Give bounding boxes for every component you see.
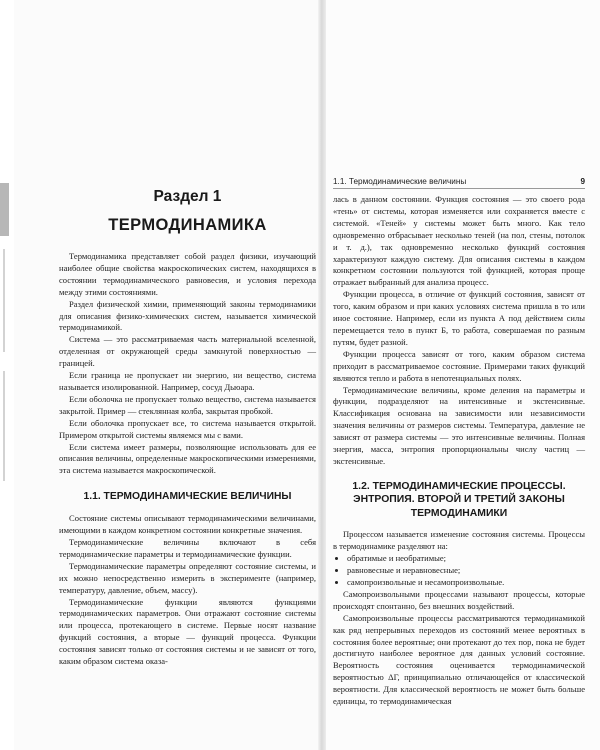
paragraph: Раздел физической химии, применяющий законы термодинамики для описания физико-химических систем, называется химической термодинамикой. xyxy=(59,298,316,333)
paragraph: Термодинамические величины, кроме деления на параметры и функции, подразделяют на интенсивные и экстенсивные. Классификация основана на зависимости или независимости значения величины от размеров системы. Температура, давление не зависят от размера системы — это интенсивные величины. Полная энергия, масса, энтропия пропорциональны числу частиц — экстенсивные. xyxy=(333,384,585,466)
right-column xyxy=(333,177,585,708)
paragraph: Самопроизвольными процессами называют процессы, которые происходят спонтанно, без внешних воздействий. xyxy=(333,588,585,611)
left-column xyxy=(59,188,316,668)
paragraph: лась в данном состоянии. Функция состояния — это своего рода «тень» от системы, которая изменяется или сохраняется вместе с системой. «Теней» у системы может быть много. Как тело одновременно отбрасывает несколько теней (на пол, стены, потолок и т. д.), так одновременно несколько функций состояния характеризуют каждую систему. Для описания системы в каждом конкретном состоянии пользуются той функцией, которая проще отражает выбранный для анализа процесс. xyxy=(333,194,585,288)
paragraph: Состояние системы описывают термодинамическими величинами, имеющими в каждом конкретном состоянии конкретные значения. xyxy=(59,513,316,536)
page-edge-line xyxy=(3,371,5,481)
paragraph: Функции процесса, в отличие от функций состояния, зависят от того, каким образом и при каких условиях система пришла в то или иное состояние. Например, если из пункта А под действием силы перемещается тело в пункт Б, то работа, совершаемая по разным путям, будет разной. xyxy=(333,289,585,347)
paragraph: Термодинамические величины включают в себя термодинамические параметры и термодинамические функции. xyxy=(59,537,316,559)
paragraph: Если оболочка пропускает все, то система называется открытой. Примером открытой системы являемся мы с вами. xyxy=(59,417,316,440)
list-item: • обратимые и необратимые; xyxy=(347,553,585,565)
paragraph: Процессом называется изменение состояния системы. Процессы в термодинамике разделяют на: xyxy=(333,529,585,552)
paragraph: Система — это рассматриваемая часть материальной вселенной, отделенная от окружающей среды замкнутой поверхностью — границей. xyxy=(59,334,316,369)
list-item: • самопроизвольные и несамопроизвольные. xyxy=(347,577,585,589)
page-number: 9 xyxy=(580,177,585,186)
paragraph: Термодинамические параметры определяют состояние системы, и их можно непосредственно измерить в эксперименте (например, температуру, давление, объем, массу). xyxy=(59,560,316,595)
book-spine xyxy=(318,0,326,750)
paragraph: Функции процесса зависят от того, каким образом система приходит в рассматриваемое состояние. Примерами таких функций являются тепло и работа в непотенциальных полях. xyxy=(333,348,585,383)
running-head: 1.1. Термодинамические величины xyxy=(333,177,467,186)
running-header xyxy=(333,177,585,189)
list-item: • равновесные и неравновесные; xyxy=(347,565,585,577)
paragraph: Самопроизвольные процессы рассматриваются термодинамикой как ряд непрерывных переходов из состояний менее вероятных в состояния более вероятные; они протекают до тех пор, пока не будет достигнуто наиболее вероятное для данных условий состояние. Вероятность состояния оценивается термодинамической вероятностью ΔГ, принципиально отличающейся от классической вероятности. Для классической вероятность не может быть больше единицы, то термодинамическая xyxy=(333,612,585,707)
paragraph: Если оболочка не пропускает только вещество, система называется закрытой. Пример — стеклянная колба, закрытая пробкой. xyxy=(59,393,316,416)
section-name: ТЕРМОДИНАМИКА xyxy=(108,216,267,234)
paragraph: Если граница не пропускает ни энергию, ни вещество, система называется изолированной. Например, сосуд Дьюара. xyxy=(59,370,316,392)
page-edge-tab xyxy=(0,183,9,236)
paragraph: Термодинамические функции являются функциями термодинамических параметров. Они отражают состояние системы или процесса, протекающего в системе. Первые носят название функций состояния, а вторые — функций процесса. Функции состояния зависят только от состояния системы и не зависят от того, каким образом система оказа- xyxy=(59,596,316,667)
page-edge-line xyxy=(3,249,5,352)
process-types-list xyxy=(333,553,585,589)
paragraph: Термодинамика представляет собой раздел физики, изучающий наиболее общие свойства макроскопических систем, находящихся в состоянии термодинамического равновесия, и условия перехода между этими состояниями. xyxy=(59,251,316,297)
subsection-title: 1.2. ТЕРМОДИНАМИЧЕСКИЕ ПРОЦЕССЫ. ЭНТРОПИЯ. ВТОРОЙ И ТРЕТИЙ ЗАКОНЫ ТЕРМОДИНАМИКИ xyxy=(352,480,566,519)
section-label: Раздел 1 xyxy=(153,188,222,205)
paragraph: Если система имеет размеры, позволяющие использовать для ее описания величины, определенные макроскопическими измерениями, эта система называется макроскопической. xyxy=(59,441,316,476)
subsection-title: 1.1. ТЕРМОДИНАМИЧЕСКИЕ ВЕЛИЧИНЫ xyxy=(83,491,292,503)
